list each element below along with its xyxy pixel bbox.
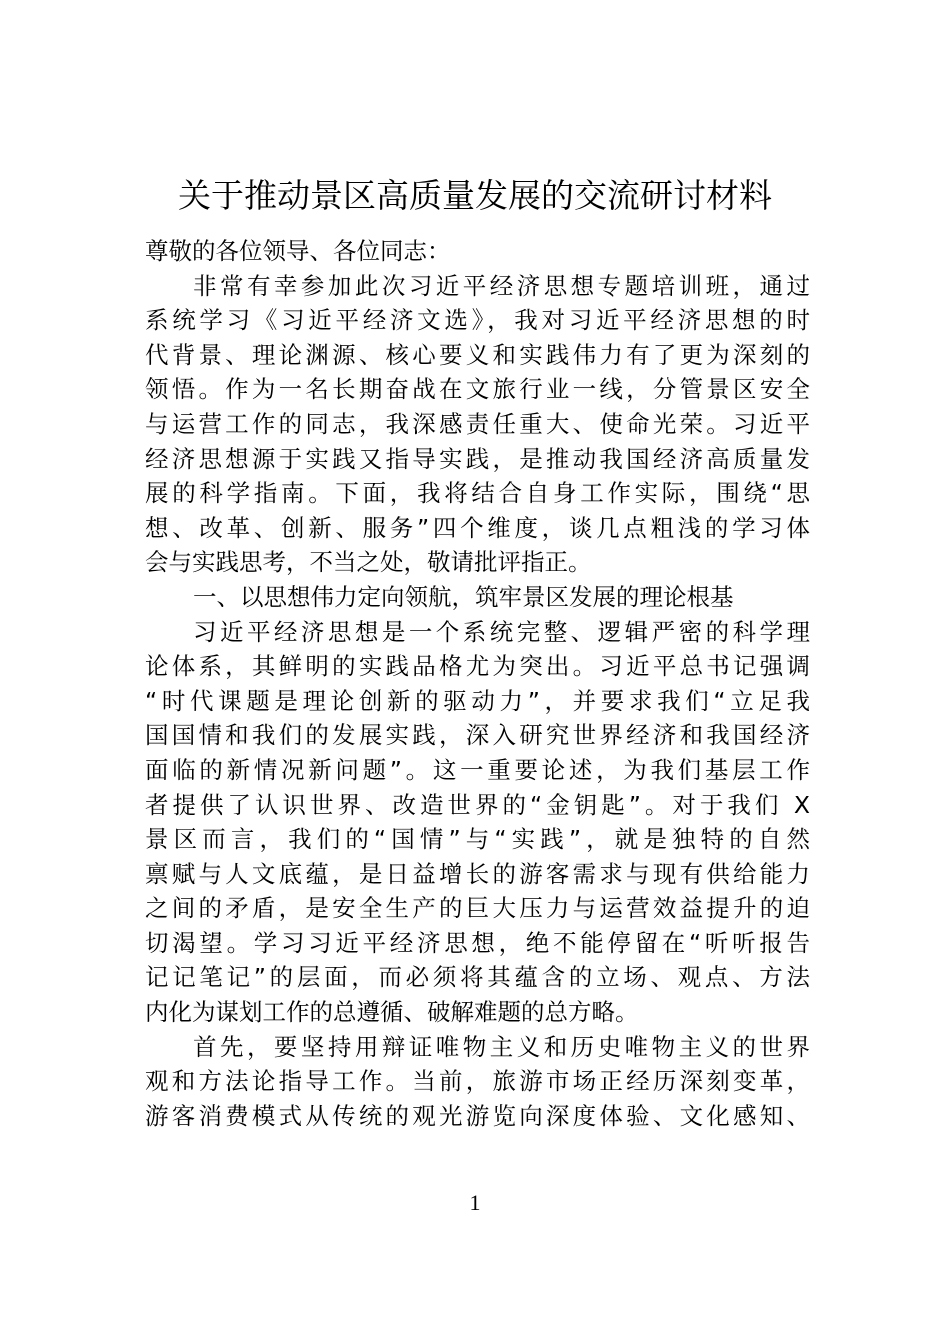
paragraph-line: 之间的矛盾，是安全生产的巨大压力与运营效益提升的迫 — [145, 894, 810, 923]
paragraph-line: 经济思想源于实践又指导实践，是推动我国经济高质量发 — [145, 444, 810, 473]
section-heading: 一、以思想伟力定向领航，筑牢景区发展的理论根基 — [193, 582, 734, 611]
paragraph-line: 观和方法论指导工作。当前，旅游市场正经历深刻变革， — [145, 1067, 810, 1096]
paragraph-line: 非常有幸参加此次习近平经济思想专题培训班，通过 — [193, 271, 810, 300]
paragraph-line: 面临的新情况新问题”。这一重要论述，为我们基层工作 — [145, 755, 810, 784]
document-title: 关于推动景区高质量发展的交流研讨材料 — [178, 176, 772, 215]
paragraph-line: 展的科学指南。下面，我将结合自身工作实际，围绕“思 — [145, 479, 810, 508]
paragraph-line: 禀赋与人文底蕴，是日益增长的游客需求与现有供给能力 — [145, 859, 810, 888]
paragraph-line: 与运营工作的同志，我深感责任重大、使命光荣。习近平 — [145, 409, 810, 438]
paragraph-line: 论体系，其鲜明的实践品格尤为突出。习近平总书记强调 — [145, 652, 810, 681]
document-body — [145, 234, 810, 1133]
paragraph-line: 景区而言，我们的“国情”与“实践”，就是独特的自然 — [145, 825, 810, 854]
paragraph-line: 领悟。作为一名长期奋战在文旅行业一线，分管景区安全 — [145, 375, 810, 404]
paragraph-line: 会与实践思考，不当之处，敬请批评指正。 — [145, 548, 592, 577]
paragraph-line: “时代课题是理论创新的驱动力”，并要求我们“立足我 — [145, 686, 810, 715]
paragraph-line: 国国情和我们的发展实践，深入研究世界经济和我国经济 — [145, 721, 810, 750]
paragraph-line: 记记笔记”的层面，而必须将其蕴含的立场、观点、方法 — [145, 963, 810, 992]
paragraph-line: 内化为谋划工作的总遵循、破解难题的总方略。 — [145, 998, 639, 1027]
paragraph-line: 切渴望。学习习近平经济思想，绝不能停留在“听听报告 — [145, 928, 810, 957]
paragraph-line: 者提供了认识世界、改造世界的“金钥匙”。对于我们 X — [145, 790, 810, 819]
paragraph-line: 代背景、理论渊源、核心要义和实践伟力有了更为深刻的 — [145, 340, 810, 369]
paragraph-line: 习近平经济思想是一个系统完整、逻辑严密的科学理 — [193, 617, 810, 646]
page-number: 1 — [469, 1190, 481, 1215]
paragraph-line: 系统学习《习近平经济文选》，我对习近平经济思想的时 — [145, 306, 810, 335]
paragraph-line: 首先，要坚持用辩证唯物主义和历史唯物主义的世界 — [193, 1032, 810, 1061]
paragraph-line: 游客消费模式从传统的观光游览向深度体验、文化感知、 — [145, 1101, 810, 1130]
salutation-line: 尊敬的各位领导、各位同志： — [145, 237, 451, 265]
paragraph-line: 想、改革、创新、服务”四个维度，谈几点粗浅的学习体 — [145, 513, 810, 542]
